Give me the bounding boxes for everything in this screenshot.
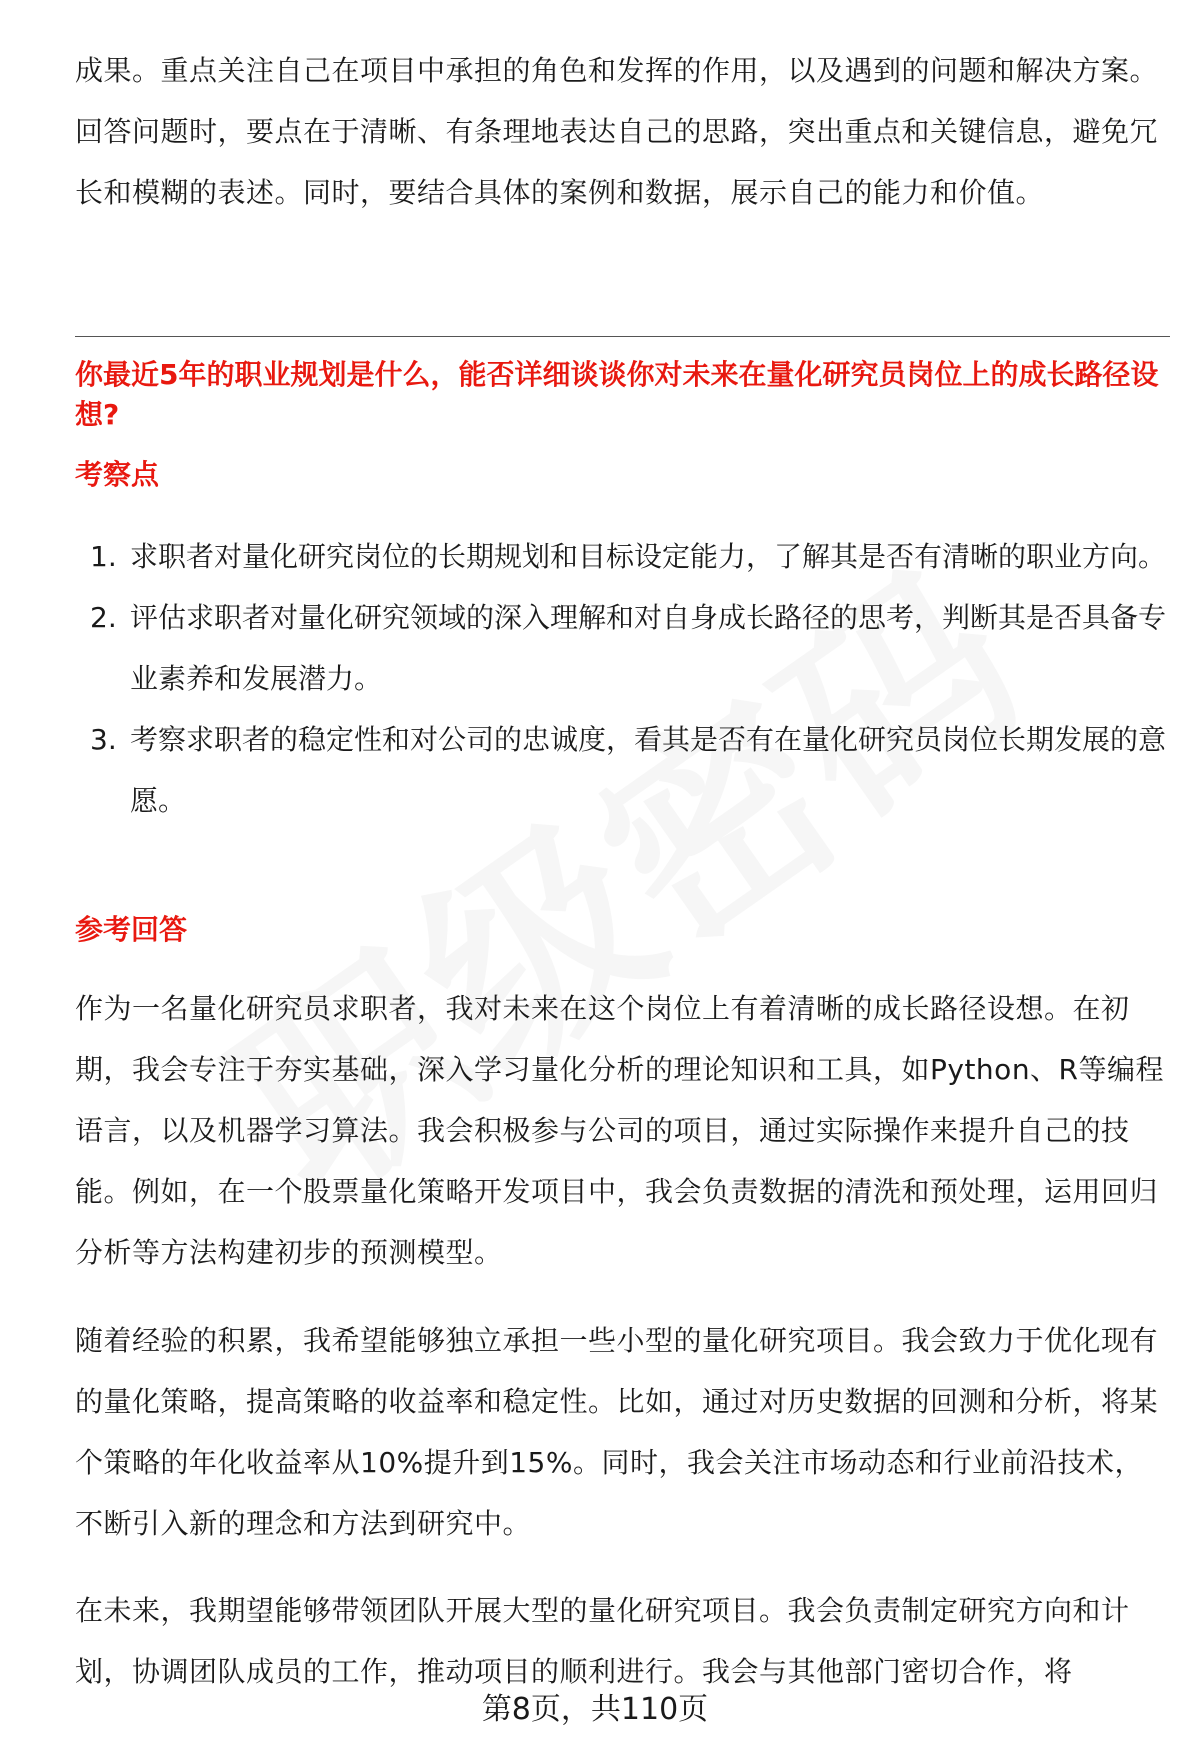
list-item-text: 求职者对量化研究岗位的长期规划和目标设定能力，了解其是否有清晰的职业方向。 xyxy=(130,540,1167,573)
list-item xyxy=(75,587,1170,709)
list-item-number: 2. xyxy=(90,601,117,634)
list-item xyxy=(75,709,1170,831)
list-item-text: 考察求职者的稳定性和对公司的忠诚度，看其是否有在量化研究员岗位长期发展的意愿。 xyxy=(130,723,1167,817)
question-heading: 你最近5年的职业规划是什么，能否详细谈谈你对未来在量化研究员岗位上的成长路径设想? xyxy=(75,358,1159,431)
section-divider xyxy=(75,336,1170,337)
answer-paragraph: 作为一名量化研究员求职者，我对未来在这个岗位上有着清晰的成长路径设想。在初期，我会专注于夯实基础，深入学习量化分析的理论知识和工具，如Python、R等编程语言，以及机器学习算法。我会积极参与公司的项目，通过实际操作来提升自己的技能。例如，在一个股票量化策略开发项目中，我会负责数据的清洗和预处理，运用回归分析等方法构建初步的预测模型。 xyxy=(75,992,1165,1269)
list-item-number: 3. xyxy=(90,723,117,756)
reference-answer-title: 参考回答 xyxy=(75,913,188,946)
intro-paragraph: 成果。重点关注自己在项目中承担的角色和发挥的作用，以及遇到的问题和解决方案。回答问题时，要点在于清晰、有条理地表达自己的思路，突出重点和关键信息，避免冗长和模糊的表述。同时，要结合具体的案例和数据，展示自己的能力和价值。 xyxy=(75,54,1159,209)
list-item-text: 评估求职者对量化研究领域的深入理解和对自身成长路径的思考，判断其是否具备专业素养和发展潜力。 xyxy=(130,601,1167,695)
answer-paragraph: 在未来，我期望能够带领团队开展大型的量化研究项目。我会负责制定研究方向和计划，协调团队成员的工作，推动项目的顺利进行。我会与其他部门密切合作，将 xyxy=(75,1594,1130,1688)
list-item xyxy=(75,526,1170,587)
page-number: 第8页，共110页 xyxy=(481,1692,709,1727)
list-item-number: 1. xyxy=(90,540,117,573)
answer-paragraph: 随着经验的积累，我希望能够独立承担一些小型的量化研究项目。我会致力于优化现有的量化策略，提高策略的收益率和稳定性。比如，通过对历史数据的回测和分析，将某个策略的年化收益率从10%提升到15%。同时，我会关注市场动态和行业前沿技术，不断引入新的理念和方法到研究中。 xyxy=(75,1324,1159,1540)
examination-points-title: 考察点 xyxy=(75,458,160,491)
examination-points-list xyxy=(75,526,1170,831)
